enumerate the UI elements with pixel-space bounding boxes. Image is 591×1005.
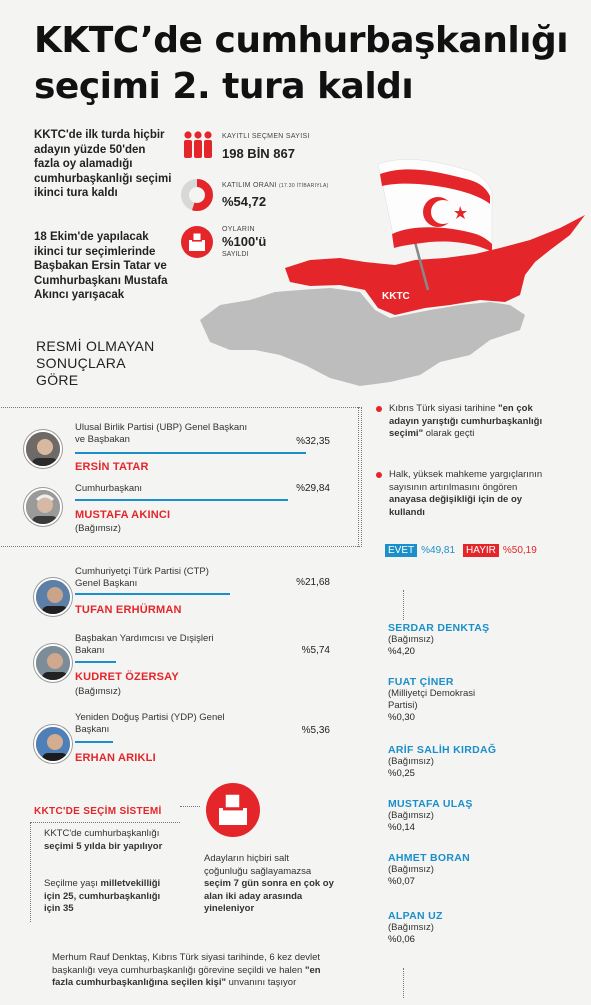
candidate-pct: %5,74 bbox=[301, 645, 330, 656]
candidate-role: Başbakan Yardımcısı ve Dışişleri Bakanı bbox=[75, 633, 214, 656]
minor-name: AHMET BORAN bbox=[388, 852, 471, 864]
candidate-bar bbox=[75, 661, 116, 663]
candidate-role: Cumhuriyetçi Türk Partisi (CTP) Genel Başkanı bbox=[75, 566, 209, 589]
avatar-mustafa-akinci bbox=[24, 488, 62, 526]
system-p3-a: Adayların hiçbiri salt çoğunluğu sağlayamazsa bbox=[204, 853, 312, 877]
counted-value: %100'ü bbox=[222, 234, 267, 249]
minor-pct: %4,20 bbox=[388, 646, 415, 657]
note-referendum bbox=[389, 469, 544, 519]
minor-pct: %0,25 bbox=[388, 768, 415, 779]
kktc-flag-icon bbox=[368, 152, 498, 297]
divider bbox=[30, 822, 31, 922]
minor-name: MUSTAFA ULAŞ bbox=[388, 798, 473, 810]
avatar-kudret-ozersay bbox=[34, 644, 72, 682]
divider bbox=[358, 407, 359, 547]
divider bbox=[403, 590, 404, 620]
turnout-label-text: KATILIM ORANI bbox=[222, 182, 277, 189]
note-1-text-b: "en çok adayın yarıştığı cumhurbaşkanlığı seçimi" bbox=[389, 403, 543, 439]
candidate-bar bbox=[75, 593, 230, 595]
minor-candidate bbox=[388, 910, 443, 945]
avatar-tufan-erhurman bbox=[34, 578, 72, 616]
system-paragraph-2 bbox=[44, 878, 179, 916]
second-round-paragraph: 18 Ekim'de yapılacak ikinci tur seçimlerinde Başbakan Ersin Tatar ve Cumhurbaşkanı Mustafa Akıncı yarışacak bbox=[34, 231, 168, 301]
footer-text-c: unvanını taşıyor bbox=[226, 977, 297, 988]
footer-text-b: "en fazla cumhurbaşkanlığına seçilen kişi" bbox=[52, 964, 321, 988]
system-p3-b: seçim 7 gün sonra en çok oy alan iki aday arasında yineleniyor bbox=[204, 878, 334, 914]
minor-candidate bbox=[388, 744, 496, 779]
voters-value: 198 BİN 867 bbox=[222, 146, 295, 161]
turnout-note: (17.30 İTİBARIYLA) bbox=[278, 183, 329, 189]
candidate-name: TUFAN ERHÜRMAN bbox=[75, 604, 182, 616]
lead-paragraph: KKTC'de ilk turda hiçbir adayın yüzde 50'den fazla oy alamadığı cumhurbaşkanlığı seçimi ikinci tura kaldı bbox=[34, 129, 172, 199]
turnout-value: %54,72 bbox=[222, 194, 267, 209]
system-p1-b: seçimi 5 yılda bir yapılıyor bbox=[44, 840, 163, 852]
bullet-icon bbox=[376, 406, 382, 412]
hayir-badge: HAYIR bbox=[463, 544, 499, 557]
page-title bbox=[34, 18, 568, 110]
results-heading-line-3: GÖRE bbox=[36, 372, 79, 388]
candidate-sub: (Bağımsız) bbox=[75, 686, 121, 697]
candidate-sub: (Bağımsız) bbox=[75, 523, 121, 534]
candidate-pct: %29,84 bbox=[296, 483, 330, 494]
candidate-pct: %5,36 bbox=[301, 725, 330, 736]
minor-sub: (Bağımsız) bbox=[388, 756, 434, 767]
divider bbox=[30, 822, 180, 823]
map-label-kktc: KKTC bbox=[382, 291, 410, 302]
minor-name: ARİF SALİH KIRDAĞ bbox=[388, 744, 497, 756]
results-heading-line-1: RESMİ OLMAYAN bbox=[36, 338, 155, 354]
map-south-region bbox=[200, 288, 525, 386]
minor-name: FUAT ÇİNER bbox=[388, 676, 454, 688]
avatar-erhan-arikli bbox=[34, 725, 72, 763]
candidate-role: Ulusal Birlik Partisi (UBP) Genel Başkanı ve Başbakan bbox=[75, 422, 248, 445]
candidate-name: MUSTAFA AKINCI bbox=[75, 509, 171, 521]
minor-candidate bbox=[388, 622, 489, 657]
minor-pct: %0,14 bbox=[388, 822, 415, 833]
candidate-name: ERHAN ARIKLI bbox=[75, 752, 156, 764]
minor-pct: %0,06 bbox=[388, 934, 415, 945]
system-title: KKTC'DE SEÇİM SİSTEMİ bbox=[34, 806, 162, 817]
title-line-2: seçimi 2. tura kaldı bbox=[34, 66, 414, 107]
avatar-ersin-tatar bbox=[24, 430, 62, 468]
note-1-text-a: Kıbrıs Türk siyasi tarihine bbox=[389, 403, 499, 414]
bullet-icon bbox=[376, 472, 382, 478]
candidate-pct: %21,68 bbox=[296, 577, 330, 588]
minor-name: SERDAR DENKTAŞ bbox=[388, 622, 490, 634]
minor-sub: (Milliyetçi Demokrasi Partisi) bbox=[388, 688, 476, 711]
counted-label: OYLARIN bbox=[222, 226, 255, 233]
system-paragraph-3 bbox=[204, 853, 334, 916]
ballot-box-icon bbox=[205, 782, 261, 843]
minor-sub: (Bağımsız) bbox=[388, 922, 434, 933]
minor-name: ALPAN UZ bbox=[388, 910, 443, 922]
candidate-pct: %32,35 bbox=[296, 436, 330, 447]
minor-sub: (Bağımsız) bbox=[388, 634, 434, 645]
minor-pct: %0,30 bbox=[388, 712, 415, 723]
divider bbox=[180, 806, 200, 807]
divider bbox=[403, 968, 404, 998]
note-1-text-c: olarak geçti bbox=[423, 428, 475, 439]
footer-text-a: Merhum Rauf Denktaş, Kıbrıs Türk siyasi tarihinde, 6 kez devlet başkanlığı veya cumhurbaşkanlığı görevine seçildi ve halen bbox=[52, 952, 321, 976]
title-line-1: KKTC’de cumhurbaşkanlığı bbox=[34, 20, 569, 61]
system-p1-a: KKTC'de cumhurbaşkanlığı bbox=[44, 828, 160, 839]
note-2-text-b: anayasa değişikliği için de oy kullandı bbox=[389, 494, 523, 518]
system-p2-b: milletvekilliği için 25, cumhurbaşkanlığı için 35 bbox=[44, 878, 161, 914]
note-2-text-a: Halk, yüksek mahkeme yargıçlarının sayısının artırılmasını öngören bbox=[389, 469, 543, 493]
hayir-value: %50,19 bbox=[502, 545, 537, 556]
evet-badge: EVET bbox=[385, 544, 417, 557]
candidate-bar bbox=[75, 499, 288, 501]
system-p2-a: Seçilme yaşı bbox=[44, 878, 101, 889]
evet-value: %49,81 bbox=[421, 545, 456, 556]
voters-label: KAYITLI SEÇMEN SAYISI bbox=[222, 133, 310, 140]
candidate-bar bbox=[75, 452, 306, 454]
minor-candidate bbox=[388, 852, 470, 887]
candidate-name: ERSİN TATAR bbox=[75, 461, 149, 473]
results-heading-line-2: SONUÇLARA bbox=[36, 355, 126, 371]
candidate-bar bbox=[75, 741, 113, 743]
candidate-role: Yeniden Doğuş Partisi (YDP) Genel Başkanı bbox=[75, 712, 225, 735]
minor-sub: (Bağımsız) bbox=[388, 864, 434, 875]
system-paragraph-1 bbox=[44, 828, 174, 853]
candidate-role: Cumhurbaşkanı bbox=[75, 483, 143, 494]
minor-sub: (Bağımsız) bbox=[388, 810, 434, 821]
minor-candidate bbox=[388, 676, 508, 723]
referendum-result bbox=[385, 544, 537, 557]
results-heading bbox=[36, 338, 155, 389]
minor-pct: %0,07 bbox=[388, 876, 415, 887]
candidate-name: KUDRET ÖZERSAY bbox=[75, 671, 179, 683]
note-record-candidates bbox=[389, 403, 544, 441]
counted-sub: SAYILDI bbox=[222, 251, 249, 258]
footer-note bbox=[52, 952, 342, 990]
minor-candidate bbox=[388, 798, 473, 833]
